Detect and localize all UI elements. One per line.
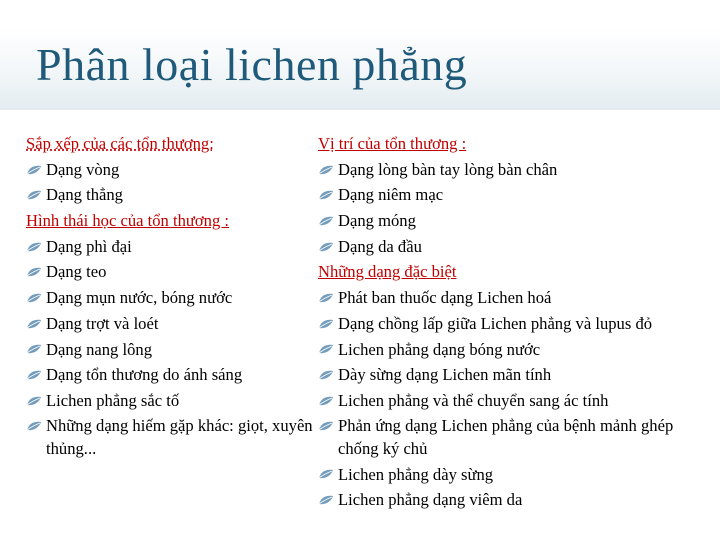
leaf-bullet-icon [26, 337, 44, 363]
leaf-bullet-icon [318, 311, 336, 337]
list-item: Lichen phẳng dạng viêm da [318, 487, 718, 513]
list-item: Lichen phẳng sắc tố [26, 388, 306, 414]
list-item: Dày sừng dạng Lichen mãn tính [318, 362, 718, 388]
list-item: Những dạng hiếm gặp khác: giọt, xuyên thủng... [26, 414, 316, 462]
leaf-bullet-icon [318, 487, 336, 513]
list-item: Dạng nang lông [26, 337, 306, 363]
section-heading-arrangement: Sắp xếp của các tổn thương: [26, 134, 214, 153]
list-item: Dạng móng [318, 208, 718, 234]
leaf-bullet-icon [26, 234, 44, 260]
list-item: Lichen phẳng và thể chuyển sang ác tính [318, 388, 718, 414]
leaf-bullet-icon [318, 388, 336, 414]
leaf-bullet-icon [318, 157, 336, 183]
list-item: Dạng phì đại [26, 234, 306, 260]
section-heading-location: Vị trí của tổn thương : [318, 134, 467, 153]
leaf-bullet-icon [318, 285, 336, 311]
list-item: Dạng vòng [26, 157, 306, 183]
section-heading-morphology: Hình thái học của tổn thương : [26, 211, 230, 231]
slide-title: Phân loại lichen phẳng [36, 39, 468, 90]
list-item: Dạng thẳng [26, 182, 306, 208]
leaf-bullet-icon [318, 462, 336, 488]
leaf-bullet-icon [318, 182, 336, 208]
list-item: Dạng chồng lấp giữa Lichen phẳng và lupus đỏ [318, 311, 718, 337]
right-column [318, 131, 718, 513]
list-item: Phản ứng dạng Lichen phẳng của bệnh mảnh ghép chống ký chủ [318, 414, 708, 462]
list-item: Phát ban thuốc dạng Lichen hoá [318, 285, 718, 311]
left-column [26, 131, 313, 462]
leaf-bullet-icon [26, 259, 44, 285]
leaf-bullet-icon [26, 285, 44, 311]
list-item: Dạng lòng bàn tay lòng bàn chân [318, 157, 718, 183]
leaf-bullet-icon [318, 208, 336, 234]
leaf-bullet-icon [318, 414, 336, 440]
leaf-bullet-icon [318, 362, 336, 388]
list-item: Dạng niêm mạc [318, 182, 718, 208]
leaf-bullet-icon [318, 234, 336, 260]
leaf-bullet-icon [26, 388, 44, 414]
leaf-bullet-icon [26, 414, 44, 440]
section-heading-special-forms: Những dạng đặc biệt [318, 262, 457, 282]
list-item: Dạng tổn thương do ánh sáng [26, 362, 306, 388]
list-item: Dạng da đầu [318, 234, 718, 260]
leaf-bullet-icon [26, 362, 44, 388]
leaf-bullet-icon [26, 311, 44, 337]
leaf-bullet-icon [26, 182, 44, 208]
list-item: Dạng mụn nước, bóng nước [26, 285, 306, 311]
list-item: Dạng teo [26, 259, 306, 285]
leaf-bullet-icon [26, 157, 44, 183]
leaf-bullet-icon [318, 337, 336, 363]
list-item: Dạng trợt và loét [26, 311, 306, 337]
list-item: Lichen phẳng dày sừng [318, 462, 718, 488]
list-item: Lichen phẳng dạng bóng nước [318, 337, 718, 363]
